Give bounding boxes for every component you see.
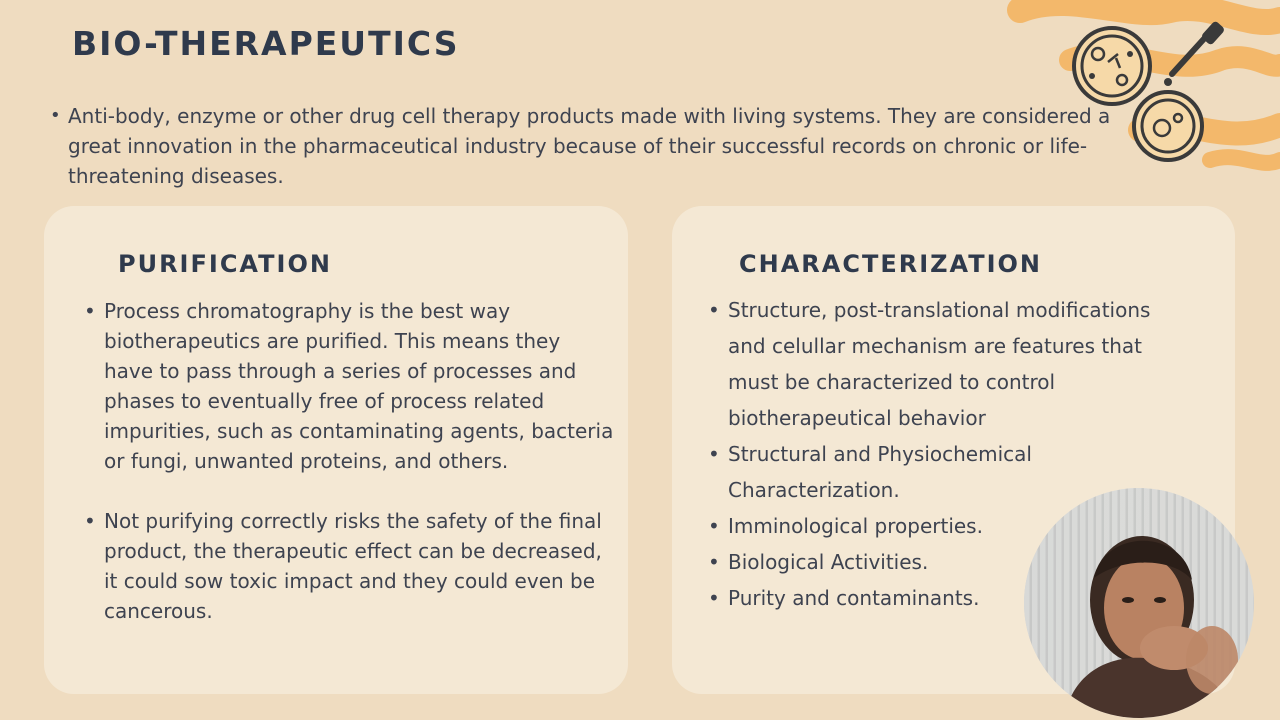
characterization-heading: CHARACTERIZATION — [739, 250, 1043, 278]
slide-title: BIO-THERAPEUTICS — [72, 24, 460, 63]
purification-card — [44, 206, 628, 694]
list-item-text: Structure, post-translational modifications and celullar mechanism are features that must be characterized to control biotherapeutical behavior — [728, 298, 1151, 430]
list-item-text: Process chromatography is the best way biotherapeutics are purified. This means they have to pass through a series of processes and phases to eventually free of process related impurities, such as contaminating agents, bacteria or fungi, unwanted proteins, and others. — [104, 299, 614, 473]
list-item-text: Purity and contaminants. — [728, 586, 980, 610]
bullet-point-icon: • — [708, 298, 720, 322]
bullet-point-icon: • — [50, 105, 61, 126]
bullet-point-icon: • — [84, 299, 96, 323]
list-item-text: Structural and Physiochemical Characterization. — [728, 442, 1032, 502]
bullet-point-icon: • — [708, 550, 720, 574]
presenter-webcam — [1024, 488, 1254, 718]
list-item-text: Imminological properties. — [728, 514, 983, 538]
list-item — [84, 506, 614, 626]
purification-heading: PURIFICATION — [118, 250, 332, 278]
intro-text: Anti-body, enzyme or other drug cell therapy products made with living systems. They are considered a great innovation in the pharmaceutical industry because of their successful records on chronic or life-threatening diseases. — [68, 104, 1111, 188]
intro-bullet — [50, 101, 1140, 191]
bullet-point-icon: • — [708, 586, 720, 610]
list-item — [708, 292, 1188, 436]
bullet-point-icon: • — [84, 509, 96, 533]
list-item-text: Not purifying correctly risks the safety of the final product, the therapeutic effect can be decreased, it could sow toxic impact and they could even be cancerous. — [104, 509, 602, 623]
presenter-avatar — [1024, 488, 1254, 718]
purification-list — [84, 296, 614, 626]
bullet-point-icon: • — [708, 514, 720, 538]
list-item-text: Biological Activities. — [728, 550, 929, 574]
list-item — [84, 296, 614, 476]
bullet-point-icon: • — [708, 442, 720, 466]
